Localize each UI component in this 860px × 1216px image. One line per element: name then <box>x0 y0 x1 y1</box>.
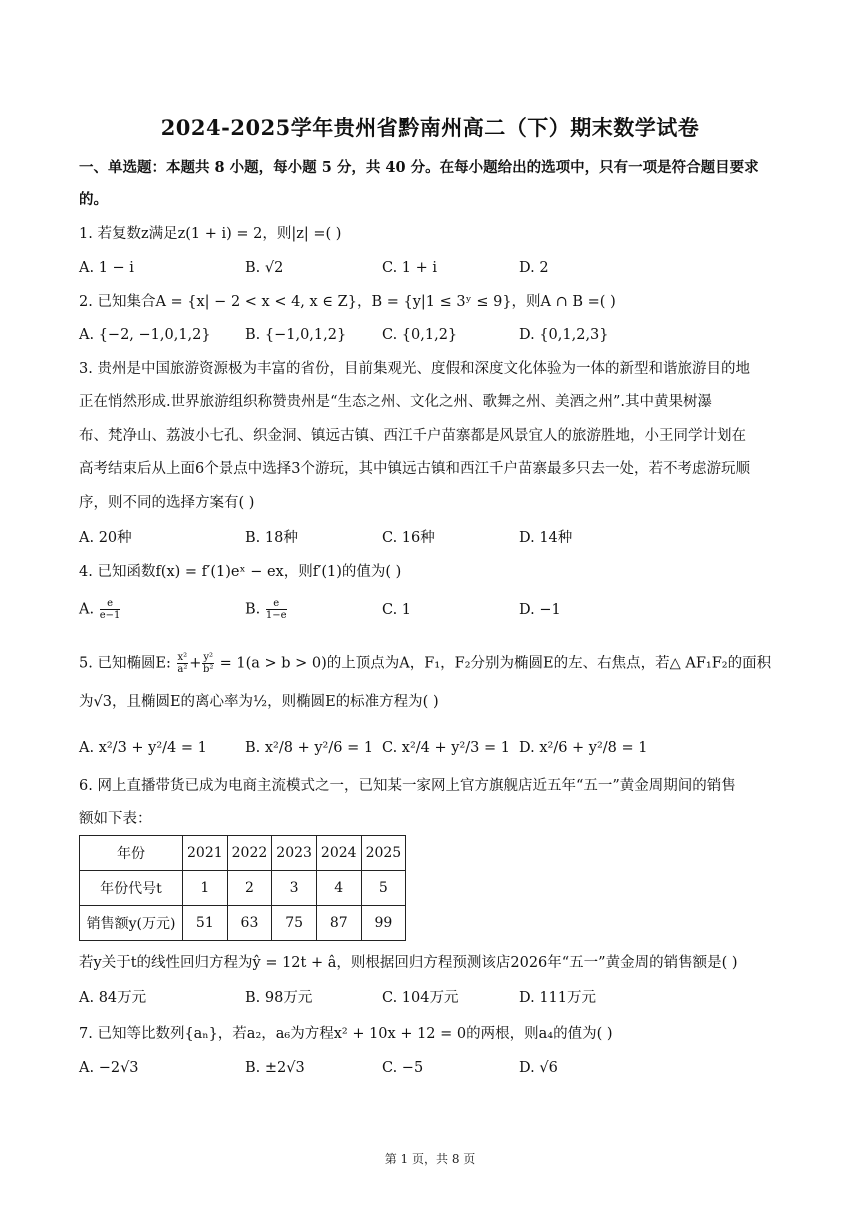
question-7: 7. 已知等比数列{aₙ}，若a₂，a₆为方程x² + 10x + 12 = 0的两根，则a₄的值为( ) <box>79 1026 613 1042</box>
q6-option-b: B. 98万元 <box>245 990 313 1006</box>
table-cell: 2023 <box>272 836 317 871</box>
question-1: 1. 若复数z满足z(1 + i) = 2，则|z| =( ) <box>79 226 342 242</box>
table-cell: 年份代号t <box>80 871 183 906</box>
table-cell: 87 <box>316 906 361 941</box>
section-heading-cont: 的。 <box>79 191 108 208</box>
q5-option-a: A. x²/3 + y²/4 = 1 <box>79 740 207 756</box>
question-6-line-1: 6. 网上直播带货已成为电商主流模式之一，已知某一家网上官方旗舰店近五年“五一”黄金周期间的销售 <box>79 778 736 794</box>
table-cell: 99 <box>361 906 406 941</box>
q5-fraction-x: $\frac{\text{x²}}{\text{a²}}$ <box>177 652 188 675</box>
q4-option-b-fraction <box>266 598 287 621</box>
q7-option-c: C. −5 <box>382 1060 424 1076</box>
page-title: 2024-2025学年贵州省黔南州高二（下）期末数学试卷 <box>160 115 700 140</box>
table-cell: 2024 <box>316 836 361 871</box>
q5-option-d: D. x²/6 + y²/8 = 1 <box>519 740 648 756</box>
q3-option-a: A. 20种 <box>79 530 132 546</box>
sales-table <box>79 835 406 941</box>
table-row <box>80 836 406 871</box>
q7-option-d: D. √6 <box>519 1060 558 1076</box>
q7-option-b: B. ±2√3 <box>245 1060 305 1076</box>
q6-option-a: A. 84万元 <box>79 990 147 1006</box>
table-cell: 2021 <box>183 836 228 871</box>
q5-suffix: = 1(a > b > 0)的上顶点为A，F₁，F₂分别为椭圆E的左、右焦点，若△ AF₁F₂的面积 <box>219 655 772 672</box>
table-cell: 销售额y(万元) <box>80 906 183 941</box>
q2-option-b: B. {−1,0,1,2} <box>245 327 347 343</box>
table-cell: 51 <box>183 906 228 941</box>
q7-option-a: A. −2√3 <box>79 1060 139 1076</box>
question-6-line-3: 若y关于t的线性回归方程为ŷ = 12t + â，则根据回归方程预测该店2026年“五一”黄金周的销售额是( ) <box>79 955 738 971</box>
table-cell: 2025 <box>361 836 406 871</box>
q4-option-b-label: B. <box>245 601 261 618</box>
table-cell: 5 <box>361 871 406 906</box>
table-row <box>80 906 406 941</box>
q4-a-denominator: e−1 <box>99 610 121 621</box>
q4-option-b <box>245 598 288 621</box>
table-cell: 4 <box>316 871 361 906</box>
table-cell: 2022 <box>227 836 272 871</box>
question-3-line-3: 布、梵净山、荔波小七孔、织金洞、镇远古镇、西江千户苗寨都是风景宜人的旅游胜地，小王同学计划在 <box>79 428 746 444</box>
q4-option-d: D. −1 <box>519 602 561 618</box>
q3-option-c: C. 16种 <box>382 530 435 546</box>
q4-b-numerator: e <box>266 598 287 610</box>
q3-option-d: D. 14种 <box>519 530 573 546</box>
q5-option-c: C. x²/4 + y²/3 = 1 <box>382 740 510 756</box>
q2-option-c: C. {0,1,2} <box>382 327 458 343</box>
q4-a-numerator: e <box>100 598 121 610</box>
q5-prefix: 5. 已知椭圆E: <box>79 655 171 672</box>
q4-option-a-label: A. <box>79 601 95 618</box>
question-5-line-2: 为√3，且椭圆E的离心率为½，则椭圆E的标准方程为( ) <box>79 694 439 710</box>
table-cell: 63 <box>227 906 272 941</box>
q1-option-d: D. 2 <box>519 260 549 276</box>
q4-option-a-fraction <box>100 598 121 621</box>
q5-option-b: B. x²/8 + y²/6 = 1 <box>245 740 374 756</box>
section-heading: 一、单选题：本题共 8 小题，每小题 5 分，共 40 分。在每小题给出的选项中，只有一项是符合题目要求 <box>79 159 759 176</box>
table-row <box>80 871 406 906</box>
question-2: 2. 已知集合A = {x| − 2 < x < 4, x ∈ Z}，B = {y|1 ≤ 3ʸ ≤ 9}，则A ∩ B =( ) <box>79 294 616 310</box>
q1-option-b: B. √2 <box>245 260 284 276</box>
question-3-line-4: 高考结束后从上面6个景点中选择3个游玩，其中镇远古镇和西江千户苗寨最多只去一处，若不考虑游玩顺 <box>79 461 750 477</box>
q5-fraction-y: $\frac{\text{y²}}{\text{b²}}$ <box>202 652 214 675</box>
question-6-line-2: 额如下表： <box>79 811 152 827</box>
page-footer: 第 1 页，共 8 页 <box>384 1152 476 1166</box>
q3-option-b: B. 18种 <box>245 530 298 546</box>
q4-b-denominator: 1−e <box>265 610 287 621</box>
q2-option-a: A. {−2, −1,0,1,2} <box>79 327 211 343</box>
question-5-line-1: 5. 已知椭圆E: $\frac{\text{x²}}{\text{a²}}$ + $\frac{\text{y²}}{\text{b²}}$ = 1(a > b > 0)的上顶点为A，F₁，F₂分别为椭圆E的左、右焦点，若△ AF₁F₂的面积 <box>79 652 772 675</box>
question-3-line-5: 序，则不同的选择方案有( ) <box>79 495 255 511</box>
question-3-line-1: 3. 贵州是中国旅游资源极为丰富的省份，目前集观光、度假和深度文化体验为一体的新型和谐旅游目的地 <box>79 361 750 377</box>
q1-option-c: C. 1 + i <box>382 260 438 276</box>
q6-option-c: C. 104万元 <box>382 990 459 1006</box>
question-3-line-2: 正在悄然形成.世界旅游组织称赞贵州是“生态之州、文化之州、歌舞之州、美酒之州”.其中黄果树瀑 <box>79 394 713 410</box>
table-cell: 2 <box>227 871 272 906</box>
q4-option-c: C. 1 <box>382 602 412 618</box>
table-cell: 1 <box>183 871 228 906</box>
q4-option-a <box>79 598 121 621</box>
table-cell: 年份 <box>80 836 183 871</box>
table-cell: 75 <box>272 906 317 941</box>
q6-option-d: D. 111万元 <box>519 990 597 1006</box>
q1-option-a: A. 1 − i <box>79 260 134 276</box>
q2-option-d: D. {0,1,2,3} <box>519 327 609 343</box>
question-4: 4. 已知函数f(x) = f′(1)eˣ − ex，则f′(1)的值为( ) <box>79 564 402 580</box>
table-cell: 3 <box>272 871 317 906</box>
